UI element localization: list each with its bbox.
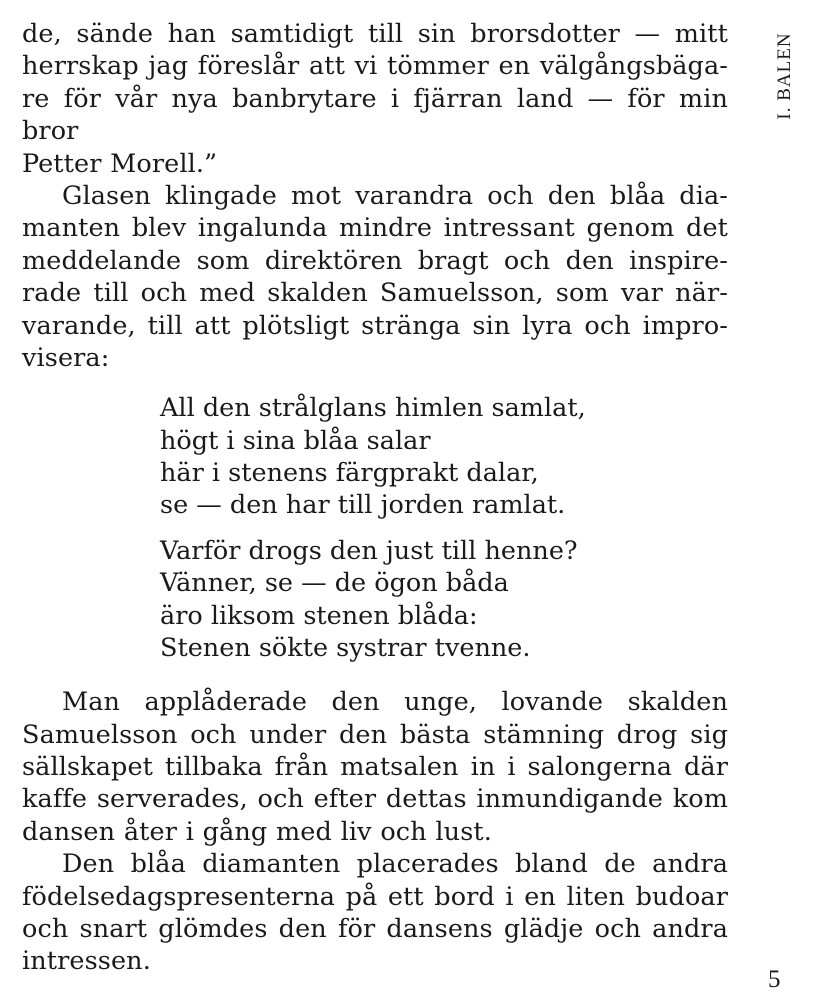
poem	[160, 392, 728, 664]
text-line: sällskapet tillbaka från matsalen in i salongerna där	[22, 751, 728, 782]
poem-verse: Vänner, se — de ögon båda	[160, 568, 509, 599]
text-line: Man applåderade den unge, lovande skalden	[62, 687, 728, 718]
poem-stanza-2	[160, 535, 728, 664]
text-line: Petter Morell.”	[22, 148, 218, 179]
page-number: 5	[768, 966, 781, 993]
text-line: och snart glömdes den för dansens glädje och andra	[22, 913, 728, 944]
text-line: Glasen klingade mot varandra och den blåa dia-	[62, 181, 728, 212]
poem-stanza-1	[160, 392, 728, 521]
poem-verse: All den strålglans himlen samlat,	[160, 393, 586, 424]
poem-verse: Stenen sökte systrar tvenne.	[160, 632, 531, 663]
text-line: dansen åter i gång med liv och lust.	[22, 816, 492, 847]
running-head-text: I. BALEN	[774, 31, 795, 120]
paragraph-4	[22, 848, 728, 978]
poem-verse: här i stenens färgprakt dalar,	[160, 457, 539, 488]
text-line: intressen.	[22, 946, 151, 977]
text-line: herrskap jag föreslår att vi tömmer en välgångsbäga-	[22, 51, 728, 82]
paragraph-3	[22, 686, 728, 848]
poem-verse: högt i sina blåa salar	[160, 425, 431, 456]
text-line: födelsedagspresenterna på ett bord i en liten budoar	[22, 881, 728, 912]
text-line: re för vår nya banbrytare i fjärran land — för min bror	[22, 83, 728, 147]
poem-verse: Varför drogs den just till henne?	[160, 536, 578, 567]
text-line: manten blev ingalunda mindre intressant genom det	[22, 213, 728, 244]
running-head	[772, 18, 798, 133]
text-line: meddelande som direktören bragt och den inspire-	[22, 245, 728, 276]
text-line: kaffe serverades, och efter dettas inmundigande kom	[22, 784, 728, 815]
page-body	[22, 18, 728, 978]
text-line: de, sände han samtidigt till sin brorsdotter — mitt	[22, 19, 728, 49]
paragraph-2	[22, 180, 728, 374]
text-line: rade till och med skalden Samuelsson, som var när-	[22, 278, 728, 309]
text-line: visera:	[22, 343, 110, 374]
text-line: Den blåa diamanten placerades bland de andra	[62, 849, 728, 880]
poem-verse: äro liksom stenen blåda:	[160, 600, 478, 631]
poem-verse: se — den har till jorden ramlat.	[160, 490, 566, 521]
text-line: Samuelsson och under den bästa stämning drog sig	[22, 719, 728, 750]
paragraph-1	[22, 18, 728, 180]
text-line: varande, till att plötsligt stränga sin lyra och impro-	[22, 310, 728, 341]
